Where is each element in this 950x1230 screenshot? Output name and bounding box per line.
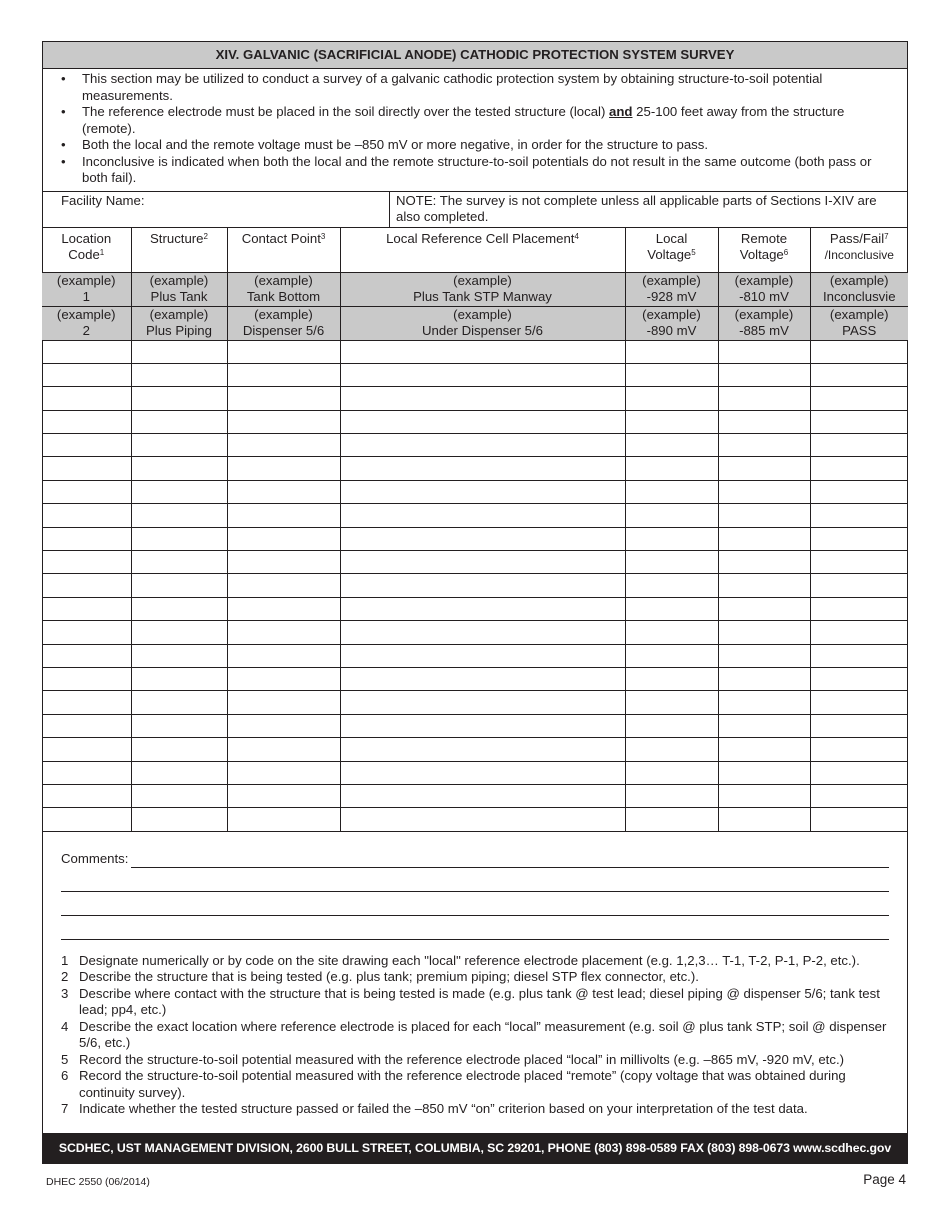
entry-cell[interactable] xyxy=(131,363,227,386)
entry-cell[interactable] xyxy=(340,504,625,527)
table-row xyxy=(42,434,908,457)
footnote-text: Indicate whether the tested structure passed or failed the –850 mV “on” criterion based on your interpretation of the test data. xyxy=(79,1101,808,1117)
table-row xyxy=(42,621,908,644)
entry-cell[interactable] xyxy=(718,714,810,737)
footnote-ref: 3 xyxy=(320,231,326,241)
header-text: Contact Point xyxy=(241,230,321,246)
entry-cell[interactable] xyxy=(625,597,718,620)
footnote-number: 2 xyxy=(61,969,69,985)
table-row xyxy=(42,574,908,597)
entry-cell[interactable] xyxy=(810,504,908,527)
cell-text: 1 xyxy=(82,289,90,304)
header-text: Pass/Fail xyxy=(829,230,885,246)
entry-cell[interactable] xyxy=(131,738,227,761)
entry-cell[interactable] xyxy=(227,480,340,503)
cell-text: Dispenser 5/6 xyxy=(242,323,325,338)
cell-text: Under Dispenser 5/6 xyxy=(422,323,543,338)
table-cell xyxy=(718,306,810,340)
entry-cell[interactable] xyxy=(42,504,131,527)
footnote-ref: 5 xyxy=(691,248,696,257)
header-pass-fail xyxy=(810,227,908,272)
entry-cell[interactable] xyxy=(625,784,718,807)
header-structure xyxy=(131,227,227,272)
footnote-item xyxy=(61,1019,893,1052)
table-cell xyxy=(340,272,625,306)
cell-text: -810 mV xyxy=(739,289,789,304)
footnote-text: Describe the structure that is being tested (e.g. plus tank; premium piping; diesel STP flex connector, etc.). xyxy=(79,969,699,985)
entry-cell[interactable] xyxy=(227,434,340,457)
entry-cell[interactable] xyxy=(340,574,625,597)
entry-cell[interactable] xyxy=(340,761,625,784)
entry-cell[interactable] xyxy=(131,574,227,597)
entry-cell[interactable] xyxy=(718,480,810,503)
header-text: Voltage xyxy=(647,247,692,262)
comments-rule xyxy=(61,903,889,916)
entry-cell[interactable] xyxy=(227,714,340,737)
comments-rule xyxy=(61,927,889,940)
entry-cell[interactable] xyxy=(718,621,810,644)
table-row xyxy=(42,480,908,503)
entry-cell[interactable] xyxy=(340,551,625,574)
entry-cell[interactable] xyxy=(42,457,131,480)
entry-cell[interactable] xyxy=(810,738,908,761)
cell-text: Tank Bottom xyxy=(246,289,321,304)
entry-cell[interactable] xyxy=(42,644,131,667)
entry-cell[interactable] xyxy=(718,667,810,690)
table-row xyxy=(42,738,908,761)
entry-cell[interactable] xyxy=(810,761,908,784)
table-cell xyxy=(810,306,908,340)
entry-cell[interactable] xyxy=(340,597,625,620)
entry-cell[interactable] xyxy=(340,527,625,550)
header-text: Structure xyxy=(150,230,204,246)
entry-cell[interactable] xyxy=(131,644,227,667)
entry-cell[interactable] xyxy=(227,597,340,620)
entry-cell[interactable] xyxy=(718,457,810,480)
entry-cell[interactable] xyxy=(340,480,625,503)
cell-text: (example) xyxy=(56,306,116,322)
table-row xyxy=(42,527,908,550)
footnotes-list xyxy=(43,940,907,1125)
entry-cell[interactable] xyxy=(810,387,908,410)
survey-form xyxy=(42,41,908,1164)
table-row xyxy=(42,457,908,480)
footnote-number: 1 xyxy=(61,952,69,968)
entry-cell[interactable] xyxy=(718,410,810,433)
footnote-text: Designate numerically or by code on the site drawing each "local" reference electrode placement (e.g. 1,2,3… T-1, T-2, P-1, P-2, etc.). xyxy=(79,952,860,968)
entry-cell[interactable] xyxy=(625,480,718,503)
entry-cell[interactable] xyxy=(625,761,718,784)
cell-text: (example) xyxy=(453,272,512,288)
table-row xyxy=(42,691,908,714)
entry-cell[interactable] xyxy=(227,387,340,410)
cell-text: (example) xyxy=(453,306,512,322)
footnote-item xyxy=(61,1052,893,1069)
survey-table xyxy=(42,227,908,832)
footnote-text: Describe the exact location where reference electrode is placed for each “local” measurement (e.g. soil @ plus tank STP; soil @ dispenser 5/6, etc.) xyxy=(79,1018,887,1051)
table-row xyxy=(42,644,908,667)
cell-text: -885 mV xyxy=(739,323,789,338)
comments-line[interactable] xyxy=(61,916,889,940)
instruction-item xyxy=(61,104,893,137)
facility-row xyxy=(43,191,907,227)
header-reference-cell-placement xyxy=(340,227,625,272)
table-cell xyxy=(718,272,810,306)
footnote-number: 3 xyxy=(61,985,69,1001)
entry-cell[interactable] xyxy=(625,527,718,550)
entry-cell[interactable] xyxy=(42,621,131,644)
comments-line[interactable] xyxy=(61,892,889,916)
entry-cell[interactable] xyxy=(340,714,625,737)
entry-cell[interactable] xyxy=(718,808,810,831)
example-row xyxy=(42,272,908,306)
instruction-item xyxy=(61,154,893,187)
table-row xyxy=(42,784,908,807)
section-title: XIV. GALVANIC (SACRIFICIAL ANODE) CATHODIC PROTECTION SYSTEM SURVEY xyxy=(43,42,907,69)
entry-cell[interactable] xyxy=(810,597,908,620)
cell-text: (example) xyxy=(642,272,701,288)
footnote-ref: 4 xyxy=(574,231,579,241)
entry-cell[interactable] xyxy=(810,363,908,386)
entry-cell[interactable] xyxy=(718,551,810,574)
entry-cell[interactable] xyxy=(718,761,810,784)
footnote-number: 6 xyxy=(61,1068,69,1084)
blank-rows xyxy=(42,340,908,831)
entry-cell[interactable] xyxy=(340,808,625,831)
instruction-item xyxy=(61,71,893,104)
cell-text: (example) xyxy=(149,306,209,322)
cell-text: Inconclusvie xyxy=(822,289,896,304)
table-cell xyxy=(42,272,131,306)
entry-cell[interactable] xyxy=(340,691,625,714)
agency-footer-bar: SCDHEC, UST MANAGEMENT DIVISION, 2600 BULL STREET, COLUMBIA, SC 29201, PHONE (803) 898-0589 FAX (803) 898-0673 www.scdhec.gov xyxy=(43,1133,907,1163)
entry-cell[interactable] xyxy=(810,480,908,503)
table-row xyxy=(42,410,908,433)
entry-cell[interactable] xyxy=(340,667,625,690)
entry-cell[interactable] xyxy=(625,410,718,433)
page-number: Page 4 xyxy=(863,1172,906,1187)
entry-cell[interactable] xyxy=(42,574,131,597)
entry-cell[interactable] xyxy=(625,808,718,831)
entry-cell[interactable] xyxy=(625,738,718,761)
table-cell xyxy=(340,306,625,340)
entry-cell[interactable] xyxy=(718,597,810,620)
footnote-text: Record the structure-to-soil potential measured with the reference electrode placed “remote” (copy voltage that was obtained during continuity survey). xyxy=(79,1068,846,1100)
entry-cell[interactable] xyxy=(227,644,340,667)
header-text: Local xyxy=(655,230,688,246)
cell-text: (example) xyxy=(734,272,794,288)
table-cell xyxy=(227,272,340,306)
entry-cell[interactable] xyxy=(227,410,340,433)
entry-cell[interactable] xyxy=(131,434,227,457)
entry-cell[interactable] xyxy=(340,434,625,457)
entry-cell[interactable] xyxy=(131,784,227,807)
entry-cell[interactable] xyxy=(42,597,131,620)
footnote-number: 7 xyxy=(61,1101,69,1117)
entry-cell[interactable] xyxy=(810,340,908,363)
entry-cell[interactable] xyxy=(625,551,718,574)
entry-cell[interactable] xyxy=(810,691,908,714)
entry-cell[interactable] xyxy=(810,434,908,457)
table-row xyxy=(42,761,908,784)
header-text: Code xyxy=(68,247,100,262)
entry-cell[interactable] xyxy=(131,691,227,714)
header-text: Location xyxy=(61,230,112,246)
entry-cell[interactable] xyxy=(227,527,340,550)
entry-cell[interactable] xyxy=(718,504,810,527)
footnote-ref: 1 xyxy=(99,248,105,257)
cell-text: -890 mV xyxy=(646,323,697,338)
instruction-item xyxy=(61,137,893,154)
footnote-ref: 7 xyxy=(884,231,889,241)
comments-section xyxy=(43,831,907,940)
entry-cell[interactable] xyxy=(810,644,908,667)
table-cell xyxy=(131,306,227,340)
entry-cell[interactable] xyxy=(340,784,625,807)
entry-cell[interactable] xyxy=(42,387,131,410)
entry-cell[interactable] xyxy=(42,551,131,574)
header-text: Local Reference Cell Placement xyxy=(386,230,575,246)
instruction-text: 25-100 feet away from the structure (remote). xyxy=(82,104,845,136)
entry-cell[interactable] xyxy=(227,504,340,527)
table-cell xyxy=(625,272,718,306)
table-cell xyxy=(131,272,227,306)
form-code: DHEC 2550 (06/2014) xyxy=(46,1176,150,1188)
header-contact-point xyxy=(227,227,340,272)
entry-cell[interactable] xyxy=(625,504,718,527)
entry-cell[interactable] xyxy=(625,363,718,386)
cell-text: 2 xyxy=(82,323,90,338)
cell-text: (example) xyxy=(642,306,701,322)
cell-text: Plus Tank STP Manway xyxy=(413,289,552,304)
entry-cell[interactable] xyxy=(42,410,131,433)
entry-cell[interactable] xyxy=(131,387,227,410)
table-row xyxy=(42,551,908,574)
entry-cell[interactable] xyxy=(718,644,810,667)
footnote-text: Describe where contact with the structure that is being tested is made (e.g. plus tank @ test lead; diesel piping @ dispenser 5/6; tank test lead; pp4, etc.) xyxy=(79,985,880,1018)
entry-cell[interactable] xyxy=(810,527,908,550)
entry-cell[interactable] xyxy=(340,387,625,410)
entry-cell[interactable] xyxy=(42,340,131,363)
entry-cell[interactable] xyxy=(718,527,810,550)
footnote-item xyxy=(61,969,893,986)
table-row xyxy=(42,808,908,831)
entry-cell[interactable] xyxy=(625,457,718,480)
table-row xyxy=(42,667,908,690)
footnote-ref: 6 xyxy=(783,248,789,257)
entry-cell[interactable] xyxy=(227,667,340,690)
entry-cell[interactable] xyxy=(131,597,227,620)
entry-cell[interactable] xyxy=(718,691,810,714)
cell-text: (example) xyxy=(149,272,209,288)
entry-cell[interactable] xyxy=(625,340,718,363)
comments-rule xyxy=(131,855,889,868)
entry-cell[interactable] xyxy=(227,691,340,714)
entry-cell[interactable] xyxy=(131,480,227,503)
instruction-text: The reference electrode must be placed in the soil directly over the tested structure (local) xyxy=(82,104,606,119)
footnote-number: 4 xyxy=(61,1018,69,1034)
entry-cell[interactable] xyxy=(810,574,908,597)
entry-cell[interactable] xyxy=(131,551,227,574)
entry-cell[interactable] xyxy=(625,691,718,714)
cell-text: (example) xyxy=(829,306,889,322)
entry-cell[interactable] xyxy=(718,340,810,363)
entry-cell[interactable] xyxy=(131,504,227,527)
facility-name-label: Facility Name: xyxy=(61,192,145,208)
footnote-item xyxy=(61,953,893,970)
entry-cell[interactable] xyxy=(340,363,625,386)
entry-cell[interactable] xyxy=(810,667,908,690)
entry-cell[interactable] xyxy=(227,340,340,363)
entry-cell[interactable] xyxy=(810,551,908,574)
comments-line[interactable] xyxy=(61,868,889,892)
instruction-text: Both the local and the remote voltage must be –850 mV or more negative, in order for the structure to pass. xyxy=(82,137,709,152)
entry-cell[interactable] xyxy=(131,761,227,784)
entry-cell[interactable] xyxy=(810,714,908,737)
table-row xyxy=(42,504,908,527)
table-row xyxy=(42,363,908,386)
entry-cell[interactable] xyxy=(42,480,131,503)
cell-text: (example) xyxy=(734,306,794,322)
entry-cell[interactable] xyxy=(131,714,227,737)
instruction-text: Inconclusive is indicated when both the local and the remote structure-to-soil potentials do not result in the same outcome (both pass or both fail). xyxy=(82,153,872,185)
header-local-voltage xyxy=(625,227,718,272)
entry-cell[interactable] xyxy=(131,457,227,480)
entry-cell[interactable] xyxy=(42,714,131,737)
table-row xyxy=(42,340,908,363)
header-location-code xyxy=(42,227,131,272)
entry-cell[interactable] xyxy=(340,340,625,363)
entry-cell[interactable] xyxy=(625,387,718,410)
entry-cell[interactable] xyxy=(131,621,227,644)
footnote-item xyxy=(61,1068,893,1101)
footnote-item xyxy=(61,1101,893,1118)
entry-cell[interactable] xyxy=(718,784,810,807)
entry-cell[interactable] xyxy=(810,808,908,831)
entry-cell[interactable] xyxy=(227,738,340,761)
entry-cell[interactable] xyxy=(42,738,131,761)
entry-cell[interactable] xyxy=(718,738,810,761)
entry-cell[interactable] xyxy=(131,527,227,550)
entry-cell[interactable] xyxy=(227,621,340,644)
entry-cell[interactable] xyxy=(131,667,227,690)
entry-cell[interactable] xyxy=(227,808,340,831)
table-header-row xyxy=(42,227,908,272)
facility-name-field[interactable] xyxy=(43,192,390,227)
entry-cell[interactable] xyxy=(340,410,625,433)
entry-cell[interactable] xyxy=(625,714,718,737)
entry-cell[interactable] xyxy=(131,808,227,831)
entry-cell[interactable] xyxy=(227,551,340,574)
entry-cell[interactable] xyxy=(340,644,625,667)
entry-cell[interactable] xyxy=(718,363,810,386)
entry-cell[interactable] xyxy=(625,621,718,644)
table-cell xyxy=(227,306,340,340)
entry-cell[interactable] xyxy=(227,363,340,386)
entry-cell[interactable] xyxy=(718,387,810,410)
entry-cell[interactable] xyxy=(625,667,718,690)
completion-note: NOTE: The survey is not complete unless all applicable parts of Sections I-XIV are also completed. xyxy=(396,192,877,224)
entry-cell[interactable] xyxy=(227,761,340,784)
header-subtext: /Inconclusive xyxy=(824,248,894,262)
comments-rule xyxy=(61,879,889,892)
footnote-item xyxy=(61,986,893,1019)
cell-text: Plus Piping xyxy=(146,323,212,338)
entry-cell[interactable] xyxy=(42,434,131,457)
entry-cell[interactable] xyxy=(718,434,810,457)
entry-cell[interactable] xyxy=(625,644,718,667)
entry-cell[interactable] xyxy=(340,457,625,480)
entry-cell[interactable] xyxy=(810,621,908,644)
cell-text: -928 mV xyxy=(646,289,697,304)
comments-label: Comments: xyxy=(61,851,129,867)
header-text: Remote xyxy=(740,230,788,246)
entry-cell[interactable] xyxy=(340,621,625,644)
instruction-text: This section may be utilized to conduct a survey of a galvanic cathodic protection system by obtaining structure-to-soil potential measurements. xyxy=(82,71,823,103)
cell-text: (example) xyxy=(254,306,313,322)
entry-cell[interactable] xyxy=(718,574,810,597)
entry-cell[interactable] xyxy=(340,738,625,761)
instructions-list xyxy=(43,69,907,191)
entry-cell[interactable] xyxy=(625,434,718,457)
entry-cell[interactable] xyxy=(810,784,908,807)
entry-cell[interactable] xyxy=(42,808,131,831)
table-row xyxy=(42,387,908,410)
cell-text: (example) xyxy=(829,272,889,288)
footnote-number: 5 xyxy=(61,1051,69,1067)
entry-cell[interactable] xyxy=(42,667,131,690)
table-cell xyxy=(625,306,718,340)
instruction-emphasis: and xyxy=(609,104,633,119)
cell-text: PASS xyxy=(842,323,877,338)
entry-cell[interactable] xyxy=(42,761,131,784)
cell-text: Plus Tank xyxy=(150,289,208,304)
table-cell xyxy=(42,306,131,340)
header-remote-voltage xyxy=(718,227,810,272)
entry-cell[interactable] xyxy=(227,574,340,597)
entry-cell[interactable] xyxy=(227,784,340,807)
cell-text: (example) xyxy=(56,272,116,288)
entry-cell[interactable] xyxy=(42,784,131,807)
entry-cell[interactable] xyxy=(227,457,340,480)
entry-cell[interactable] xyxy=(810,410,908,433)
header-text: Voltage xyxy=(739,247,784,262)
comments-line[interactable] xyxy=(61,848,889,868)
table-row xyxy=(42,597,908,620)
table-row xyxy=(42,714,908,737)
cell-text: (example) xyxy=(254,272,313,288)
table-cell xyxy=(810,272,908,306)
entry-cell[interactable] xyxy=(625,574,718,597)
entry-cell[interactable] xyxy=(42,363,131,386)
entry-cell[interactable] xyxy=(131,410,227,433)
entry-cell[interactable] xyxy=(42,691,131,714)
entry-cell[interactable] xyxy=(131,340,227,363)
footnote-ref: 2 xyxy=(203,231,208,241)
entry-cell[interactable] xyxy=(42,527,131,550)
entry-cell[interactable] xyxy=(810,457,908,480)
footnote-text: Record the structure-to-soil potential measured with the reference electrode placed “local” in millivolts (e.g. –865 mV, -920 mV, etc.) xyxy=(79,1051,844,1067)
example-row xyxy=(42,306,908,340)
